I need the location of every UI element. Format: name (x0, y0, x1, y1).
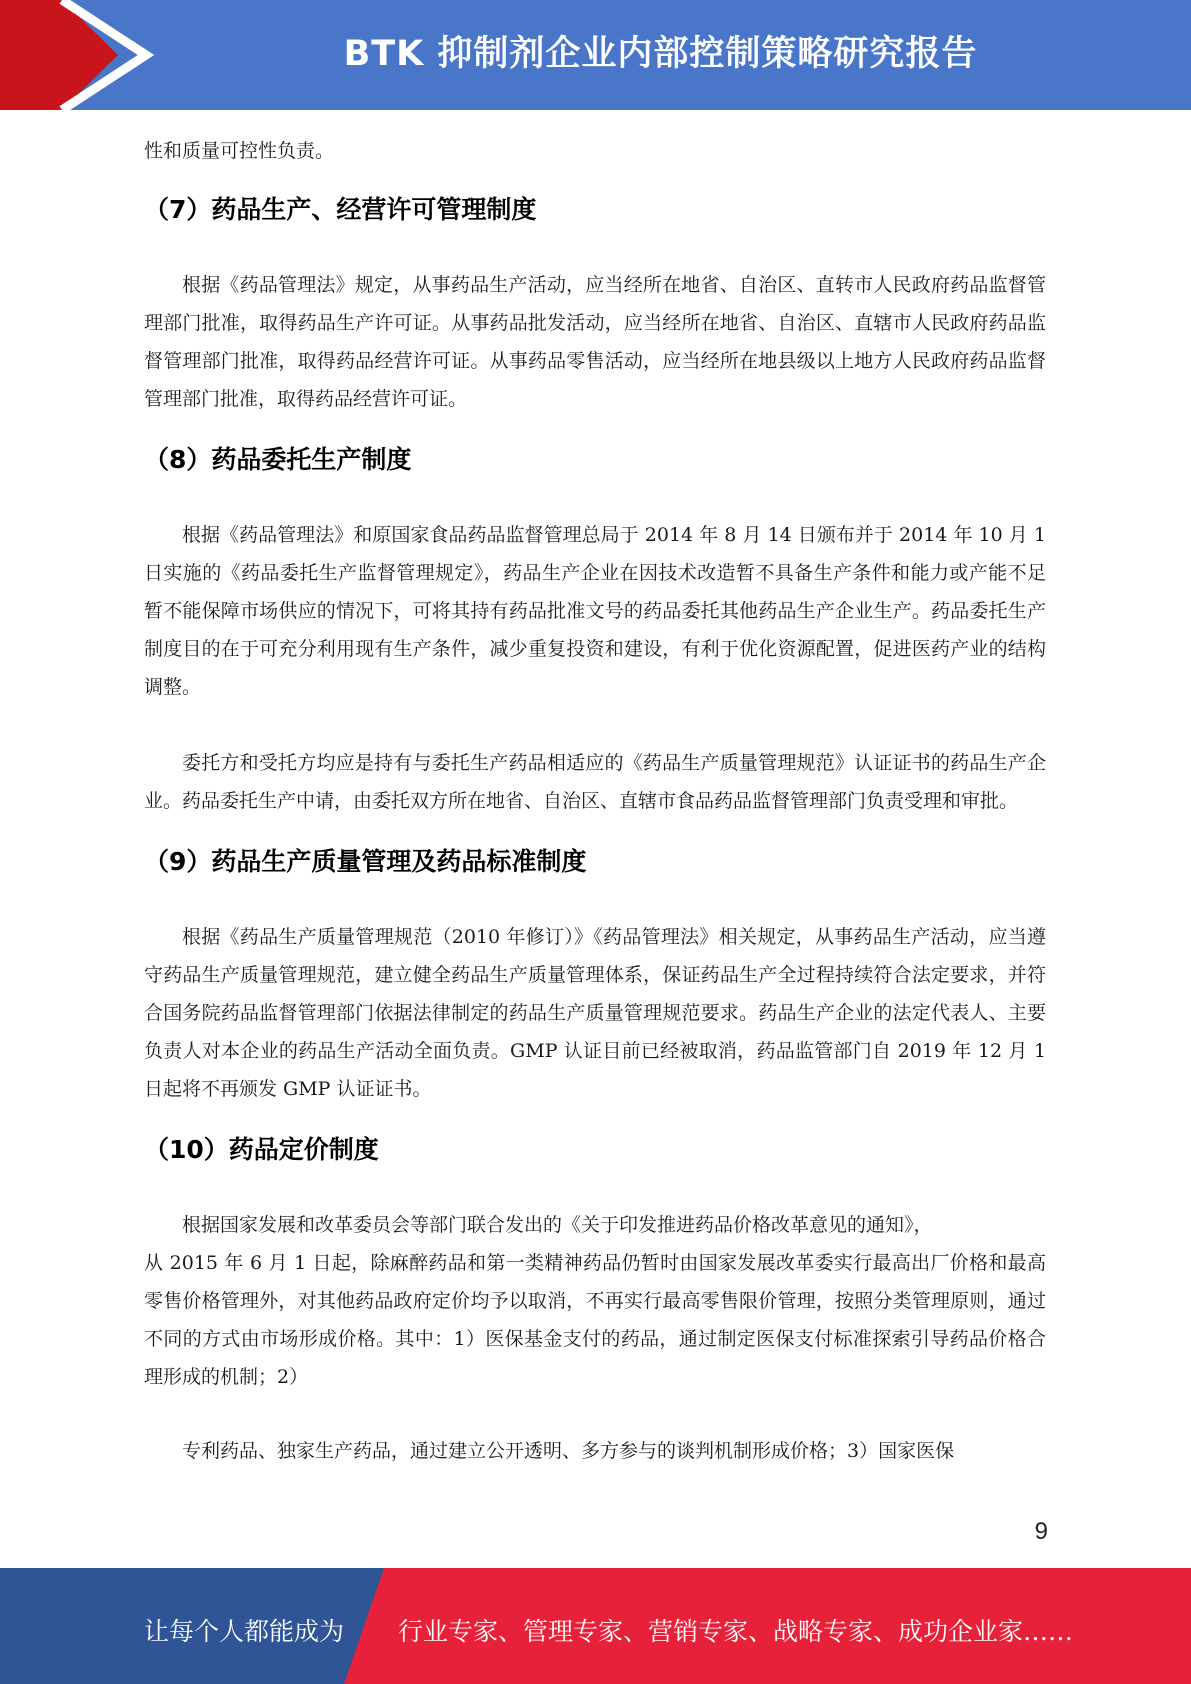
paragraph: 根据《药品管理法》规定，从事药品生产活动，应当经所在地省、自治区、直转市人民政府药品监督管理部门批准，取得药品生产许可证。从事药品批发活动，应当经所在地省、自治区、直辖市人民政府药品监督管理部门批准，取得药品经营许可证。从事药品零售活动，应当经所在地县级以上地方人民政府药品监督管理部门批准，取得药品经营许可证。 (144, 274, 1046, 410)
section-heading-8: （8）药品委托生产制度 (144, 445, 412, 474)
section-heading-7: （7）药品生产、经营许可管理制度 (144, 195, 537, 224)
page-footer (0, 1568, 1191, 1684)
paragraph: 专利药品、独家生产药品，通过建立公开透明、多方参与的谈判机制形成价格；3）国家医保 (182, 1440, 955, 1462)
paragraph: 从 2015 年 6 月 1 日起，除麻醉药品和第一类精神药品仍暂时由国家发展改革委实行最高出厂价格和最高零售价格管理外，对其他药品政府定价均予以取消，不再实行最高零售限价管理，按照分类管理原则，通过不同的方式由市场形成价格。其中：1）医保基金支付的药品，通过制定医保支付标准探索引导药品价格合理形成的机制；2） (144, 1252, 1046, 1388)
report-title: BTK 抑制剂企业内部控制策略研究报告 (343, 34, 978, 74)
paragraph: 根据国家发展和改革委员会等部门联合发出的《关于印发推进药品价格改革意见的通知》， (182, 1214, 933, 1236)
document-body (144, 132, 1046, 1470)
section-heading-10: （10）药品定价制度 (144, 1135, 379, 1164)
footer-slogan-right: 行业专家、管理专家、营销专家、战略专家、成功企业家…… (398, 1617, 1074, 1646)
page-number: 9 (1034, 1518, 1048, 1545)
paragraph: 性和质量可控性负责。 (144, 140, 335, 162)
page-header (0, 0, 1191, 110)
paragraph: 根据《药品生产质量管理规范（2010 年修订）》《药品管理法》相关规定，从事药品生产活动，应当遵守药品生产质量管理规范，建立健全药品生产质量管理体系，保证药品生产全过程持续符合法定要求，并符合国务院药品监督管理部门依据法律制定的药品生产质量管理规范要求。药品生产企业的法定代表人、主要负责人对本企业的药品生产活动全面负责。GMP 认证目前已经被取消，药品监管部门自 2019 年 12 月 1 日起将不再颁发 GMP 认证证书。 (144, 926, 1046, 1100)
footer-slogan-left: 让每个人都能成为 (144, 1617, 345, 1646)
section-heading-9: （9）药品生产质量管理及药品标准制度 (144, 847, 587, 876)
paragraph: 根据《药品管理法》和原国家食品药品监督管理总局于 2014 年 8 月 14 日颁布并于 2014 年 10 月 1 日实施的《药品委托生产监督管理规定》，药品生产企业在因技术改造暂不具备生产条件和能力或产能不足暂不能保障市场供应的情况下，可将其持有药品批准文号的药品委托其他药品生产企业生产。药品委托生产制度目的在于可充分利用现有生产条件，减少重复投资和建设，有利于优化资源配置，促进医药产业的结构调整。 (144, 524, 1046, 698)
paragraph: 委托方和受托方均应是持有与委托生产药品相适应的《药品生产质量管理规范》认证证书的药品生产企业。药品委托生产中请，由委托双方所在地省、自治区、直辖市食品药品监督管理部门负责受理和审批。 (144, 752, 1046, 812)
